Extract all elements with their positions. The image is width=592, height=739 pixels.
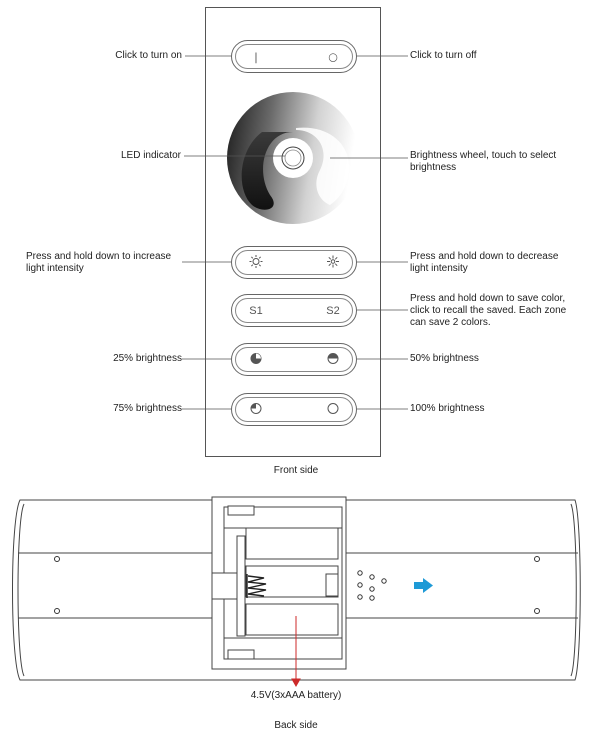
label-led-indicator: LED indicator — [120, 150, 181, 161]
sun-outline-icon — [249, 254, 263, 268]
battery-label: 4.5V(3xAAA battery) — [250, 690, 342, 701]
brightness-75-button[interactable] — [250, 402, 262, 417]
brightness-100-button[interactable] — [327, 402, 339, 417]
brightness-25-50-row — [231, 343, 357, 376]
label-decrease: Press and hold down to decrease light intensity — [410, 251, 559, 274]
brightness-down-button[interactable] — [326, 254, 340, 271]
intensity-button-row — [231, 246, 357, 279]
battery-compartment — [212, 497, 346, 669]
brightness-25-button[interactable] — [250, 352, 262, 367]
label-25-brightness: 25% brightness — [113, 353, 182, 364]
power-off-button[interactable]: ○ — [328, 50, 338, 63]
label-100-brightness: 100% brightness — [410, 403, 485, 414]
label-turn-off: Click to turn off — [410, 50, 477, 61]
brightness-75-100-row — [231, 393, 357, 426]
brightness-up-button[interactable] — [249, 254, 263, 271]
empty-circle-icon — [327, 402, 339, 414]
scene-button-row — [231, 294, 357, 327]
label-50-brightness: 50% brightness — [410, 353, 479, 364]
label-increase: Press and hold down to increase light intensity — [26, 251, 172, 274]
sun-small-icon — [326, 254, 340, 268]
scene-s1-button[interactable]: S1 — [249, 304, 263, 317]
three-quarter-circle-icon — [250, 402, 262, 414]
half-circle-icon — [327, 352, 339, 364]
brightness-50-button[interactable] — [327, 352, 339, 367]
label-75-brightness: 75% brightness — [113, 403, 182, 414]
quarter-circle-icon — [250, 352, 262, 364]
label-save-color: Press and hold down to save color, click to recall the saved. Each zone can save 2 colors. — [410, 293, 567, 328]
front-side-caption: Front side — [273, 465, 319, 476]
scene-s2-button[interactable]: S2 — [326, 304, 340, 317]
power-button-row — [231, 40, 357, 73]
back-side-caption: Back side — [274, 720, 318, 731]
label-brightness-wheel: Brightness wheel, touch to select brightness — [410, 150, 557, 173]
label-turn-on: Click to turn on — [115, 50, 182, 61]
power-on-button[interactable]: | — [254, 50, 258, 63]
